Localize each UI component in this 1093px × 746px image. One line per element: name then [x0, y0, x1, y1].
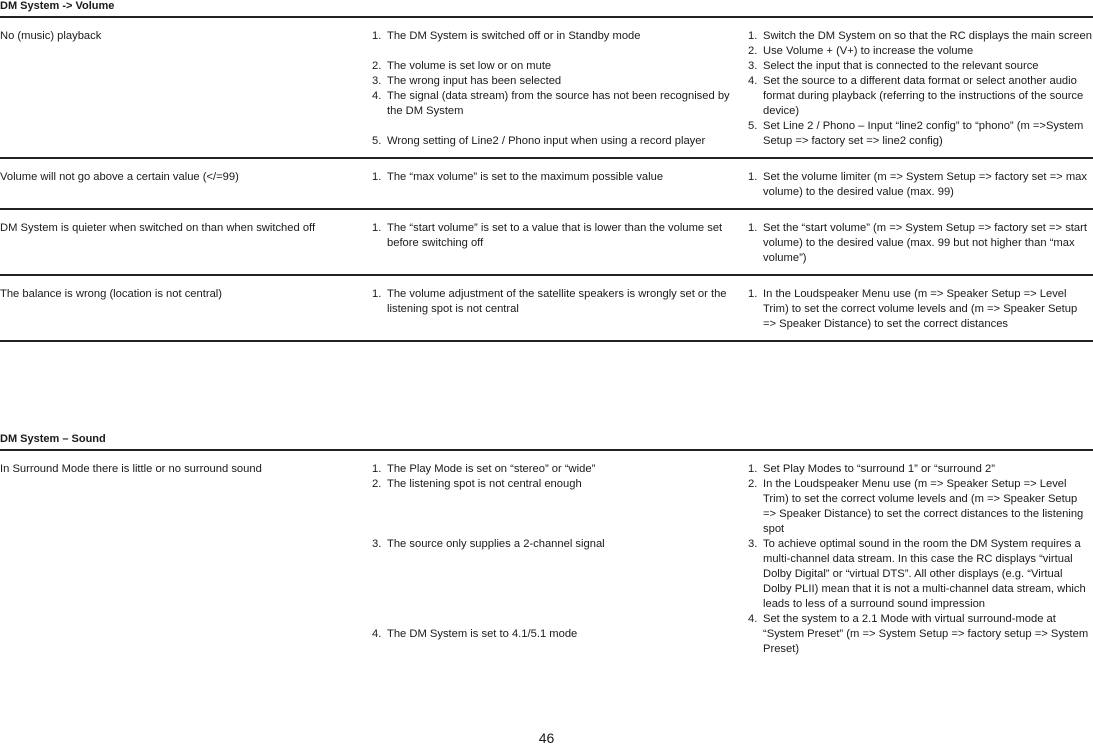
- list-item: [748, 44, 1093, 59]
- item-number: 1.: [372, 30, 382, 42]
- item-text: Set the volume limiter (m => System Setup => factory set => max volume) to the desired value (max. 99): [763, 171, 1087, 198]
- item-text: The volume adjustment of the satellite speakers is wrongly set or the listening spot is not central: [387, 288, 727, 315]
- sound-table: [0, 451, 1093, 665]
- item-text: The DM System is set to 4.1/5.1 mode: [387, 628, 578, 640]
- item-number: 1.: [748, 30, 758, 42]
- problem-cell: No (music) playback: [0, 30, 102, 42]
- item-number: 4.: [372, 628, 382, 640]
- solution-cell: [748, 287, 1093, 332]
- item-number: 5.: [748, 120, 758, 132]
- item-number: 5.: [372, 135, 382, 147]
- table-row: [0, 18, 1093, 159]
- problem-cell: Volume will not go above a certain value (</=99): [0, 171, 239, 183]
- item-number: 3.: [372, 538, 382, 550]
- problem-cell: The balance is wrong (location is not central): [0, 288, 222, 300]
- item-text: The “start volume” is set to a value that is lower than the volume set before switching off: [387, 222, 723, 249]
- item-text: The DM System is switched off or in Standby mode: [387, 30, 641, 42]
- item-text: Use Volume + (V+) to increase the volume: [763, 45, 974, 57]
- list-item: [748, 29, 1093, 44]
- page-number: 46: [538, 730, 555, 746]
- list-item: [372, 89, 748, 119]
- volume-section: [0, 0, 1093, 342]
- problem-cell: DM System is quieter when switched on than when switched off: [0, 222, 316, 234]
- item-number: 3.: [748, 60, 758, 72]
- item-text: Set the “start volume” (m => System Setup => factory set => start volume) to the desired value (max. 99 but not higher than “max volume”): [763, 222, 1087, 264]
- item-number: 1.: [748, 222, 758, 234]
- list-item: [372, 462, 748, 477]
- list-item: [748, 221, 1093, 266]
- table-row: [0, 210, 1093, 276]
- list-item: [372, 627, 748, 642]
- item-number: 2.: [372, 478, 382, 490]
- list-item: [372, 29, 748, 44]
- item-number: 2.: [372, 60, 382, 72]
- list-item: [748, 612, 1093, 657]
- list-item: [372, 134, 748, 149]
- list-item: [372, 59, 748, 74]
- list-item: [372, 170, 748, 185]
- volume-section-title: DM System -> Volume: [0, 0, 1093, 18]
- list-item: [748, 537, 1093, 612]
- list-item: [748, 59, 1093, 74]
- solution-cell: [748, 29, 1093, 149]
- item-text: The Play Mode is set on “stereo” or “wide”: [387, 463, 596, 475]
- list-item: [748, 462, 1093, 477]
- solution-cell: [748, 221, 1093, 266]
- list-item: [372, 221, 748, 251]
- table-row: [0, 159, 1093, 210]
- item-text: In the Loudspeaker Menu use (m => Speaker Setup => Level Trim) to set the correct volume levels and (m => Speaker Setup => Speaker Distance) to set the correct distances: [763, 288, 1078, 330]
- list-item: [748, 477, 1093, 537]
- item-number: 1.: [372, 222, 382, 234]
- solution-cell: [748, 170, 1093, 200]
- item-number: 4.: [372, 90, 382, 102]
- list-item: [372, 287, 748, 317]
- cause-cell: [372, 221, 748, 266]
- volume-table: [0, 18, 1093, 342]
- item-number: 1.: [372, 463, 382, 475]
- cause-cell: [372, 170, 748, 200]
- item-text: The listening spot is not central enough: [387, 478, 582, 490]
- item-text: The signal (data stream) from the source has not been recognised by the DM System: [387, 90, 730, 117]
- cause-cell: [372, 462, 748, 657]
- item-number: 3.: [748, 538, 758, 550]
- list-item: [372, 74, 748, 89]
- item-number: 4.: [748, 75, 758, 87]
- problem-cell: In Surround Mode there is little or no surround sound: [0, 463, 262, 475]
- item-number: 4.: [748, 613, 758, 625]
- item-text: The “max volume” is set to the maximum possible value: [387, 171, 664, 183]
- table-row: [0, 276, 1093, 342]
- item-text: Select the input that is connected to the relevant source: [763, 60, 1039, 72]
- item-text: Set Line 2 / Phono – Input “line2 config” to “phono” (m =>System Setup => factory set => line2 config): [763, 120, 1084, 147]
- table-row: [0, 451, 1093, 665]
- item-text: Set Play Modes to “surround 1” or “surround 2”: [763, 463, 995, 475]
- cause-cell: [372, 29, 748, 149]
- item-number: 2.: [748, 45, 758, 57]
- cause-cell: [372, 287, 748, 332]
- item-text: To achieve optimal sound in the room the DM System requires a multi-channel data stream. In this case the RC displays “virtual Dolby Digital” or “virtual DTS”. All other displays (e.g. “Virtual Dolby PLII) mean that it is not a multi-channel data stream, which leads to less of a surround sound impression: [763, 538, 1086, 610]
- solution-cell: [748, 462, 1093, 657]
- item-text: Switch the DM System on so that the RC displays the main screen: [763, 30, 1092, 42]
- item-text: Set the system to a 2.1 Mode with virtual surround-mode at “System Preset” (m => System Setup => factory setup => System Preset): [763, 613, 1089, 655]
- sound-section: [0, 433, 1093, 665]
- item-number: 1.: [372, 171, 382, 183]
- item-text: The wrong input has been selected: [387, 75, 562, 87]
- item-number: 1.: [748, 288, 758, 300]
- sound-section-title: DM System – Sound: [0, 433, 1093, 451]
- item-number: 1.: [372, 288, 382, 300]
- item-text: Set the source to a different data format or select another audio format during playback (referring to the instructions of the source device): [763, 75, 1084, 117]
- item-text: The source only supplies a 2-channel signal: [387, 538, 605, 550]
- item-number: 1.: [748, 171, 758, 183]
- list-item: [748, 287, 1093, 332]
- item-text: In the Loudspeaker Menu use (m => Speaker Setup => Level Trim) to set the correct volume levels and (m => Speaker Setup => Speaker Distance) to set the correct distances to the listening spot: [763, 478, 1084, 535]
- list-item: [372, 477, 748, 492]
- list-item: [372, 537, 748, 552]
- item-number: 3.: [372, 75, 382, 87]
- list-item: [748, 119, 1093, 149]
- item-number: 2.: [748, 478, 758, 490]
- item-text: The volume is set low or on mute: [387, 60, 552, 72]
- list-item: [748, 170, 1093, 200]
- item-text: Wrong setting of Line2 / Phono input when using a record player: [387, 135, 706, 147]
- list-item: [748, 74, 1093, 119]
- item-number: 1.: [748, 463, 758, 475]
